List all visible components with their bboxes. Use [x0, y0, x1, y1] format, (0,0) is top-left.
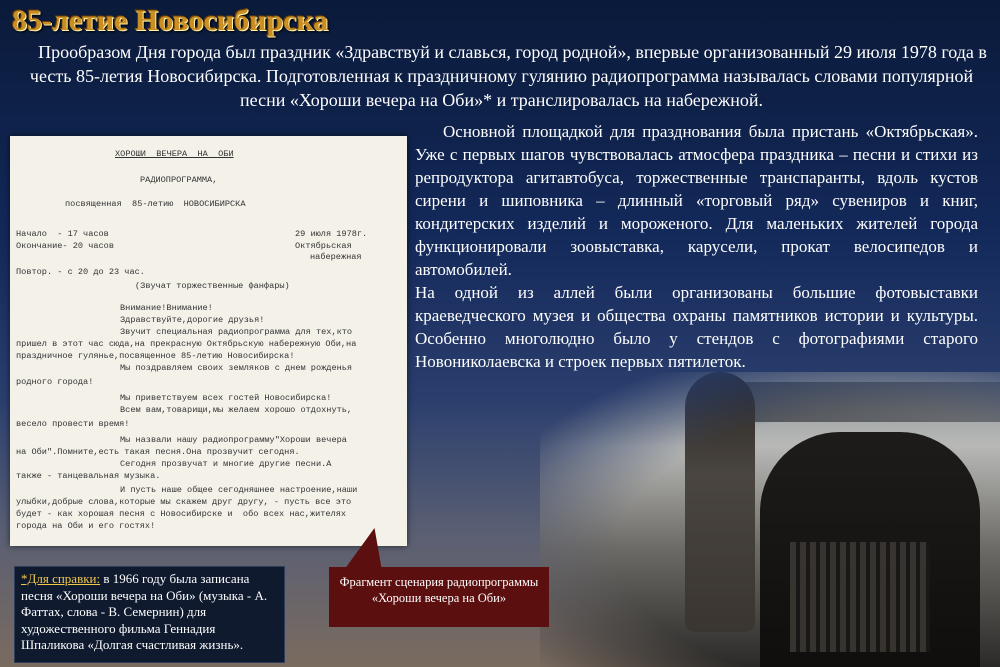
- doc-line: Повтор. - с 20 до 23 час.: [16, 267, 145, 277]
- doc-line: Внимание!Внимание!: [120, 303, 213, 313]
- doc-line: пришел в этот час сюда,на прекрасную Октябрьскую набережную Оби,на: [16, 339, 357, 349]
- doc-line: набережная: [310, 252, 362, 262]
- photo-accordion-silhouette: [790, 542, 930, 652]
- main-paragraph-2: На одной из аллей были организованы большие фотовыставки краеведческого музея и общества охраны памятников истории и культуры. Особенно многолюдно было у стендов с фотографиями старого Новониколаевска и строек первых пятилеток.: [415, 283, 978, 371]
- doc-line: Мы назвали нашу радиопрограмму"Хороши вечера: [120, 435, 347, 445]
- doc-line: Звучит специальная радиопрограмма для тех,кто: [120, 327, 353, 337]
- doc-line: Сегодня прозвучат и многие другие песни.А: [120, 459, 332, 469]
- archive-photo: [540, 372, 1000, 667]
- doc-line: праздничное гулянье,посвященное 85-летию Новосибирска!: [16, 351, 295, 361]
- reference-note-text: в 1966 году была записана песня «Хороши вечера на Оби» (музыка - А. Фаттах, слова - В. Семернин) для художественного фильма Геннадия Шпаликова «Долгая счастливая жизнь».: [21, 571, 268, 652]
- doc-line: на Оби".Помните,есть такая песня.Она прозвучит сегодня.: [16, 447, 300, 457]
- doc-line: будет - как хорошая песня с Новосибирске и обо всех нас,жителях: [16, 509, 347, 519]
- reference-note-lead: *Для справки:: [21, 571, 101, 586]
- reference-note: [14, 566, 285, 663]
- doc-line: улыбки,добрые слова,которые мы скажем друг другу, - пусть все это: [16, 497, 352, 507]
- photo-singer-silhouette: [685, 372, 755, 632]
- doc-line: города на Оби и его гостях!: [16, 521, 156, 531]
- doc-line: Мы приветствуем всех гостей Новосибирска!: [120, 393, 332, 403]
- doc-line: РАДИОПРОГРАММА,: [140, 175, 218, 185]
- doc-line: Начало - 17 часов: [16, 229, 109, 239]
- doc-line: ХОРОШИ ВЕЧЕРА НА ОБИ: [115, 149, 234, 159]
- doc-line: И пусть наше общее сегодняшнее настроение,наши: [120, 485, 358, 495]
- doc-line: Мы поздравляем своих земляков с днем рожденья: [120, 363, 353, 373]
- doc-line: весело провести время!: [16, 419, 130, 429]
- document-caption: Фрагмент сценария радиопрограммы «Хороши вечера на Оби»: [329, 567, 549, 627]
- doc-line: родного города!: [16, 377, 94, 387]
- doc-line: 29 июля 1978г.: [295, 229, 368, 239]
- doc-line: Окончание- 20 часов: [16, 241, 114, 251]
- doc-line: Октябрьская: [295, 241, 352, 251]
- main-text-block: [415, 120, 978, 373]
- doc-line: Всем вам,товарищи,мы желаем хорошо отдохнуть,: [120, 405, 353, 415]
- main-paragraph-1: Основной площадкой для празднования была пристань «Октябрьская». Уже с первых шагов чувствовалась атмосфера праздника – песни и стихи из репродуктора агитавтобуса, торжественные транспаранты, вдоль кустов сирени и шиповника – длинный «торговый ряд» сувениров и книг, кондитерских изделий и мороженого. Для маленьких жителей города функционировали зоовыставка, карусели, прокат велосипедов и автомобилей.: [415, 122, 978, 279]
- doc-line: Здравствуйте,дорогие друзья!: [120, 315, 265, 325]
- doc-line: также - танцевальная музыка.: [16, 471, 161, 481]
- doc-line: (Звучат торжественные фанфары): [135, 281, 290, 291]
- script-document-image: [10, 136, 407, 546]
- doc-line: посвященная 85-летию НОВОСИБИРСКА: [65, 199, 246, 209]
- intro-paragraph: Прообразом Дня города был праздник «Здравствуй и славься, город родной», впервые организованный 29 июля 1978 года в честь 85-летия Новосибирска. Подготовленная к праздничному гулянию радиопрограмма называлась словами популярной песни «Хороши вечера на Оби»* и транслировалась на набережной.: [29, 42, 987, 110]
- page-title: 85-летие Новосибирска: [12, 4, 329, 37]
